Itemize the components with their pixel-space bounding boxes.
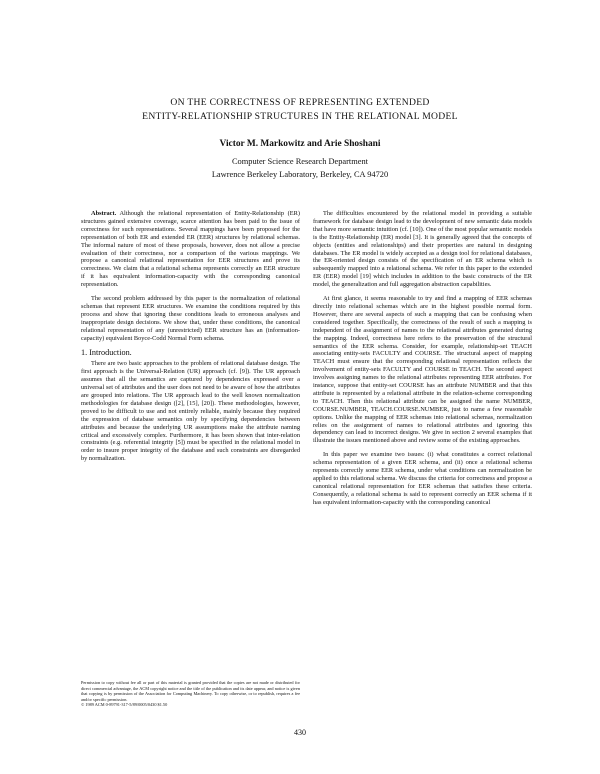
- footnote-permission-text: Permission to copy without fee all or part of this material is granted provided that the copies are not made or distributed for direct commercial advantage, the ACM copyright notice and the title of the publication and its date appear, and notice is given that copying is by permission of the Association for Computing Machinery. To copy otherwise, or to republish, requires a fee and/or specific permission.: [81, 680, 300, 702]
- right-paragraph-1: The difficulties encountered by the relational model in providing a suitable framework for database design lead to the development of new semantic data models that have more semantic intuition (cf. [10]). One of the most popular semantic models is the Entity-Relationship (ER) model [3]. It is generally agreed that the concepts of objects (entities and relationships) and their properties are natural in designing databases. The ER model is widely accepted as a design tool for relational databases, the ER-oriented design consists of the specification of an ER schema which is subsequently mapped into a relational schema. We refer in this paper to the extended ER (EER) model [19] which includes in addition to the basic constructs of the ER model, the generalization and full aggregation abstraction capabilities.: [313, 210, 532, 289]
- copyright-footnote: [81, 680, 300, 708]
- paper-title: [0, 96, 600, 124]
- affiliation-institution: Lawrence Berkeley Laboratory, Berkeley, CA 94720: [211, 170, 389, 179]
- page-number: 430: [294, 728, 306, 737]
- intro-paragraph-1: There are two basic approaches to the problem of relational database design. The first approach is the Universal-Relation (UR) approach (cf. [9]). The UR approach assumes that all the semantics are captured by dependencies expressed over a universal set of attributes and the user does not need to be aware of how the attributes are grouped into relations. The UR approach lead to the well known normalization methodologies for database design ([2], [15], [20]). These methodologies, however, proved to be difficult to use and not entirely reliable, mainly because they required the expression of database semantics only by specifying dependencies between attributes and because the underlying UR assumptions make the attribute naming critical and excessively complex. Furthermore, it has been shown that inter-relation constraints (e.g. referential integrity [5]) must be specified in the relational model in order to insure proper integrity of the database and such constraints are disregarded by normalization.: [81, 360, 300, 463]
- abstract-paragraph-1: [81, 210, 300, 289]
- authors: Victor M. Markowitz and Arie Shoshani: [219, 139, 381, 149]
- footnote-copyright: © 1989 ACM 0-89791-317-5/89/0005/0430 $1.50: [81, 702, 168, 708]
- affiliation-department: Computer Science Research Department: [231, 157, 369, 166]
- right-paragraph-2: At first glance, it seems reasonable to try and find a mapping of EER schemas directly into relational schemas which are in the highest possible normal form. However, there are several aspects of such a mapping that can be confusing when considered together. Specifically, the correctness of the result of such a mapping is independent of the assignment of names to the relational attributes generated during the mapping. Indeed, correctness here refers to the preservation of the structural semantics of the EER schema. Consider, for example, relationship-set TEACH associating entity-sets FACULTY and COURSE. The structural aspect of mapping TEACH must ensure that the corresponding relational representation reflects the involvement of entity-sets FACULTY and COURSE in TEACH. The second aspect involves assigning names to the relational attributes representing EER attributes. For instance, suppose that entity-set COURSE has an attribute NUMBER and that this attribute is represented by a relational attribute in the relation-scheme corresponding to TEACH. Then this relational attribute can be assigned the name NUMBER, COURSE.NUMBER, TEACH.COURSE.NUMBER, just to name a few reasonable options. Unlike the mapping of EER schemas into relational schemas, normalization relies on the assignment of names to relational attributes and ignoring this dependency can lead to incorrect designs. We give in section 2 several examples that illustrate the issues mentioned above and review some of the existing approaches.: [313, 295, 532, 445]
- affiliation: [0, 155, 600, 181]
- right-paragraph-3: In this paper we examine two issues: (i) what constitutes a correct relational schema representation of a given EER schema, and (ii) once a relational schema represents correctly some EER schema, under what conditions can normalization be applied to this relational schema. We discuss the criteria for correctness and propose a canonical relational representation for EER schemas that satisfies these criteria. Consequently, a relational schema is said to represent correctly an EER schema if it has equivalent information-capacity with the corresponding canonical: [313, 451, 532, 506]
- abstract-text: Although the relational representation of Entity-Relationship (ER) structures gained extensive coverage, scarce attention has been paid to the issue of correctness for such representations. Several mappings have been proposed for the representation of both ER and extended ER (EER) structures by relational schemas. The informal nature of most of these proposals, however, does not allow a precise evaluation of their correctness, nor a comparison of the various mappings. We propose a canonical relational representation for EER structures and prove its correctness. We claim that a relational schema represents correctly an EER structure if it has equivalent information-capacity with the corresponding canonical representation.: [81, 210, 300, 289]
- left-column: [81, 210, 300, 469]
- abstract-paragraph-2: The second problem addressed by this paper is the normalization of relational schemas that represent EER structures. We examine the conditions required by this process and show that ignoring these conditions leads to erroneous analyses and inappropriate design decisions. We show that, under these conditions, the canonical relational representation of any (unrestricted) EER structure has an (information-capacity) equivalent Boyce-Codd Normal Form schema.: [81, 295, 300, 342]
- title-line-1: ON THE CORRECTNESS OF REPRESENTING EXTENDED: [170, 97, 430, 108]
- abstract-label: Abstract.: [91, 210, 117, 217]
- section-heading-introduction: 1. Introduction.: [81, 347, 132, 357]
- title-line-2: ENTITY-RELATIONSHIP STRUCTURES IN THE RELATIONAL MODEL: [142, 111, 458, 122]
- right-column: [313, 210, 532, 513]
